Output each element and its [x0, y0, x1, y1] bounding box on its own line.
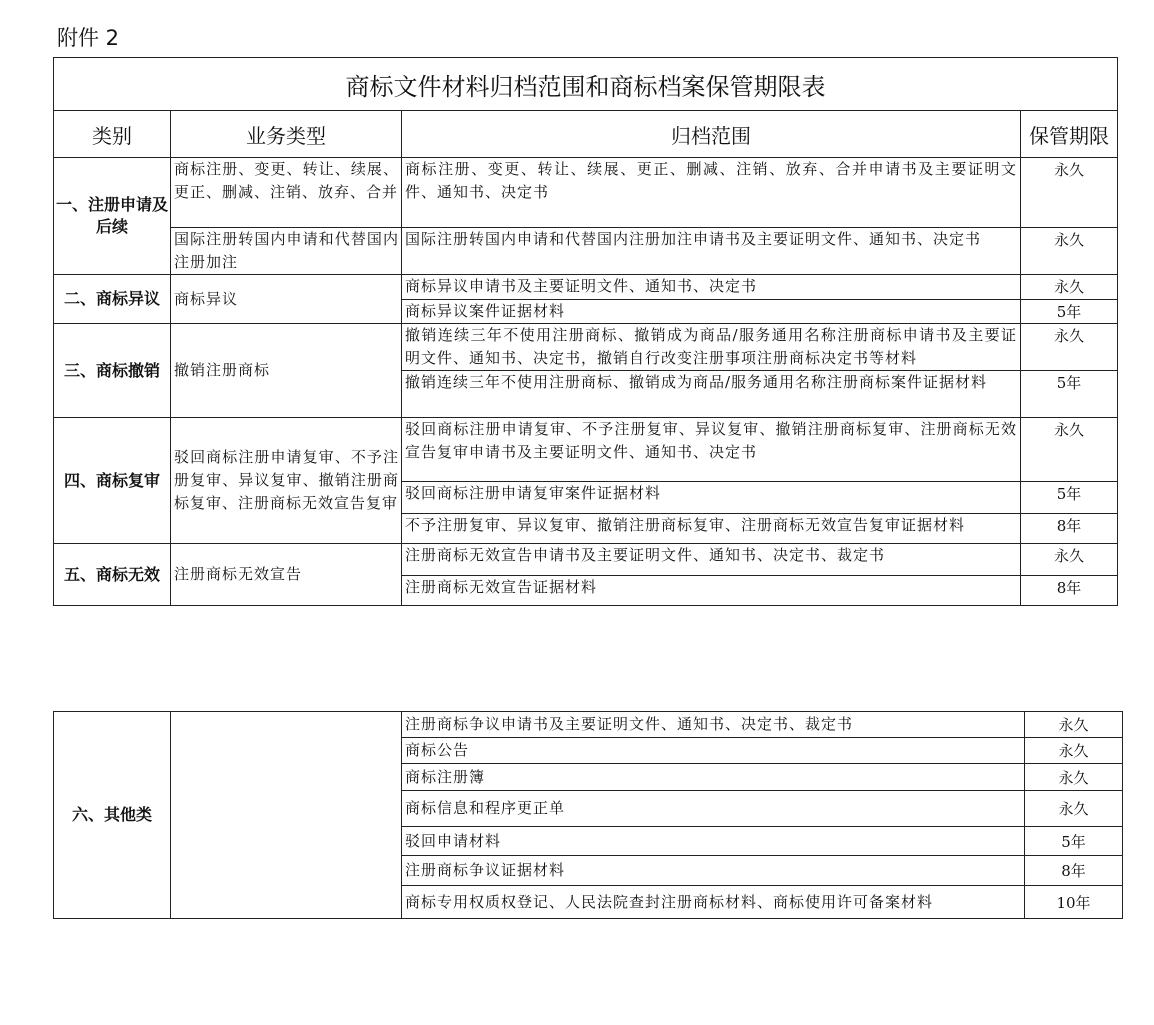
term-cell: 5年 [1021, 482, 1118, 514]
scope-cell: 商标异议申请书及主要证明文件、通知书、决定书 [402, 275, 1021, 300]
category-cell: 四、商标复审 [54, 418, 171, 544]
scope-cell: 商标公告 [402, 738, 1025, 764]
scope-cell: 国际注册转国内申请和代替国内注册加注申请书及主要证明文件、通知书、决定书 [402, 228, 1021, 275]
term-cell: 永久 [1021, 324, 1118, 371]
retention-table-continued [53, 711, 1123, 919]
category-cell: 三、商标撤销 [54, 324, 171, 418]
term-cell: 永久 [1021, 275, 1118, 300]
business-cell: 国际注册转国内申请和代替国内注册加注 [171, 228, 402, 275]
term-cell: 永久 [1021, 418, 1118, 482]
category-cell: 五、商标无效 [54, 544, 171, 606]
table-row [54, 228, 1118, 275]
scope-cell: 不予注册复审、异议复审、撤销注册商标复审、注册商标无效宣告复审证据材料 [402, 514, 1021, 544]
header-business: 业务类型 [171, 111, 402, 158]
term-cell: 8年 [1025, 856, 1123, 886]
scope-cell: 撤销连续三年不使用注册商标、撤销成为商品/服务通用名称注册商标案件证据材料 [402, 371, 1021, 418]
scope-cell: 商标注册簿 [402, 764, 1025, 791]
table-row [54, 544, 1118, 576]
term-cell: 8年 [1021, 514, 1118, 544]
scope-cell: 商标专用权质权登记、人民法院查封注册商标材料、商标使用许可备案材料 [402, 886, 1025, 919]
business-cell: 驳回商标注册申请复审、不予注册复审、异议复审、撤销注册商标复审、注册商标无效宣告复审 [171, 418, 402, 544]
scope-cell: 注册商标无效宣告申请书及主要证明文件、通知书、决定书、裁定书 [402, 544, 1021, 576]
term-cell: 5年 [1021, 300, 1118, 324]
table-title: 商标文件材料归档范围和商标档案保管期限表 [54, 58, 1118, 111]
category-cell: 二、商标异议 [54, 275, 171, 324]
header-category: 类别 [54, 111, 171, 158]
category-cell: 一、注册申请及后续 [54, 158, 171, 275]
term-cell: 8年 [1021, 576, 1118, 606]
business-cell [171, 712, 402, 919]
term-cell: 5年 [1021, 371, 1118, 418]
scope-cell: 商标信息和程序更正单 [402, 791, 1025, 827]
scope-cell: 注册商标争议证据材料 [402, 856, 1025, 886]
table-row [54, 712, 1123, 738]
category-cell: 六、其他类 [54, 712, 171, 919]
header-row [54, 111, 1118, 158]
scope-cell: 注册商标争议申请书及主要证明文件、通知书、决定书、裁定书 [402, 712, 1025, 738]
business-cell: 商标注册、变更、转让、续展、更正、删减、注销、放弃、合并 [171, 158, 402, 228]
term-cell: 永久 [1025, 791, 1123, 827]
retention-table [53, 57, 1118, 606]
term-cell: 永久 [1021, 228, 1118, 275]
header-term: 保管期限 [1021, 111, 1118, 158]
scope-cell: 商标异议案件证据材料 [402, 300, 1021, 324]
scope-cell: 驳回商标注册申请复审、不予注册复审、异议复审、撤销注册商标复审、注册商标无效宣告复审申请书及主要证明文件、通知书、决定书 [402, 418, 1021, 482]
attachment-label: 附件 2 [57, 26, 120, 50]
term-cell: 永久 [1021, 544, 1118, 576]
table-title-row [54, 58, 1118, 111]
scope-cell: 撤销连续三年不使用注册商标、撤销成为商品/服务通用名称注册商标申请书及主要证明文件、通知书、决定书，撤销自行改变注册事项注册商标决定书等材料 [402, 324, 1021, 371]
scope-cell: 驳回商标注册申请复审案件证据材料 [402, 482, 1021, 514]
table-row [54, 418, 1118, 482]
table-row [54, 158, 1118, 228]
table-row [54, 324, 1118, 371]
business-cell: 注册商标无效宣告 [171, 544, 402, 606]
scope-cell: 驳回申请材料 [402, 827, 1025, 856]
term-cell: 5年 [1025, 827, 1123, 856]
business-cell: 商标异议 [171, 275, 402, 324]
term-cell: 永久 [1025, 738, 1123, 764]
table-row [54, 275, 1118, 300]
term-cell: 10年 [1025, 886, 1123, 919]
term-cell: 永久 [1025, 764, 1123, 791]
business-cell: 撤销注册商标 [171, 324, 402, 418]
term-cell: 永久 [1025, 712, 1123, 738]
header-scope: 归档范围 [402, 111, 1021, 158]
term-cell: 永久 [1021, 158, 1118, 228]
scope-cell: 注册商标无效宣告证据材料 [402, 576, 1021, 606]
scope-cell: 商标注册、变更、转让、续展、更正、删减、注销、放弃、合并申请书及主要证明文件、通知书、决定书 [402, 158, 1021, 228]
